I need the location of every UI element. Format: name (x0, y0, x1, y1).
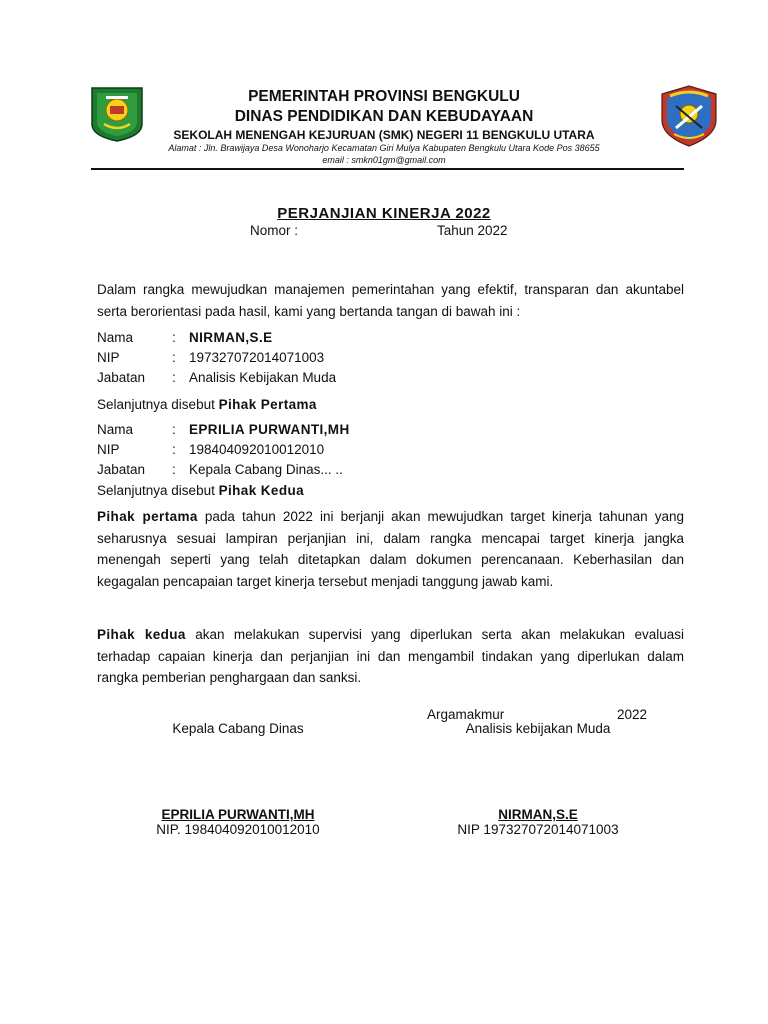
left-signatory-nip: NIP. 198404092010012010 (156, 822, 320, 837)
party2-nip: 198404092010012010 (189, 442, 325, 457)
right-signatory-role: Analisis kebijakan Muda (465, 721, 611, 736)
header-school: SEKOLAH MENENGAH KEJURUAN (SMK) NEGERI 11 BENGKULU UTARA (173, 128, 595, 142)
left-signatory-name: EPRILIA PURWANTI,MH (161, 807, 315, 822)
colon: : (172, 350, 176, 365)
party2-name-label: Nama (97, 422, 134, 437)
party2-reference: Selanjutnya disebut Pihak Kedua (97, 483, 305, 498)
header-agency: DINAS PENDIDIKAN DAN KEBUDAYAAN (234, 108, 534, 125)
party2-nip-label: NIP (97, 442, 120, 457)
header-province: PEMERINTAH PROVINSI BENGKULU (248, 88, 520, 105)
colon: : (172, 330, 176, 345)
signing-year: 2022 (617, 707, 648, 722)
party1-position-label: Jabatan (97, 370, 146, 385)
party1-position: Analisis Kebijakan Muda (189, 370, 337, 385)
party1-nip-label: NIP (97, 350, 120, 365)
party2-position-label: Jabatan (97, 462, 146, 477)
party1-nip: 197327072014071003 (189, 350, 325, 365)
colon: : (172, 370, 176, 385)
party2-position: Kepala Cabang Dinas... .. (189, 462, 343, 477)
supervision-paragraph: Pihak kedua akan melakukan supervisi yang diperlukan serta akan melakukan evaluasi terhadap capaian kinerja dan perjanjian ini dan mengambil tindakan yang diperlukan dalam rangka pemberian penghargaan dan sanksi. (97, 627, 684, 685)
party1-name: NIRMAN,S.E (189, 330, 273, 345)
colon: : (172, 422, 176, 437)
document-year: Tahun 2022 (437, 223, 508, 238)
commitment-paragraph: Pihak pertama pada tahun 2022 ini berjanji akan mewujudkan target kinerja tahunan yang seharusnya sesuai lampiran perjanjian ini, dalam rangka mencapai target kinerja jangka menengah seperti yang telah ditetapkan dalam dokumen perencanaan. Keberhasilan dan kegagalan pencapaian target kinerja tersebut menjadi tanggung jawab kami. (97, 509, 684, 589)
right-signatory-nip: NIP 197327072014071003 (457, 822, 619, 837)
party2-name: EPRILIA PURWANTI,MH (189, 422, 350, 437)
left-signatory-role: Kepala Cabang Dinas (172, 721, 304, 736)
signing-place: Argamakmur (427, 707, 505, 722)
intro-paragraph: Dalam rangka mewujudkan manajemen pemerintahan yang efektif, transparan dan akuntabel serta berorientasi pada hasil, kami yang bertanda tangan di bawah ini : (97, 282, 684, 319)
header-email: email : smkn01gm@gmail.com (322, 155, 446, 165)
colon: : (172, 442, 176, 457)
party1-name-label: Nama (97, 330, 134, 345)
header-address: Alamat : Jln. Brawijaya Desa Wonoharjo Kecamatan Giri Mulya Kabupaten Bengkulu Utara Kode Pos 38655 (168, 143, 600, 153)
right-signatory-name: NIRMAN,S.E (498, 807, 578, 822)
document-number: Nomor : (250, 223, 299, 238)
document-title: PERJANJIAN KINERJA 2022 (277, 205, 491, 222)
header-divider (91, 168, 684, 170)
party1-reference: Selanjutnya disebut Pihak Pertama (97, 397, 317, 412)
colon: : (172, 462, 176, 477)
